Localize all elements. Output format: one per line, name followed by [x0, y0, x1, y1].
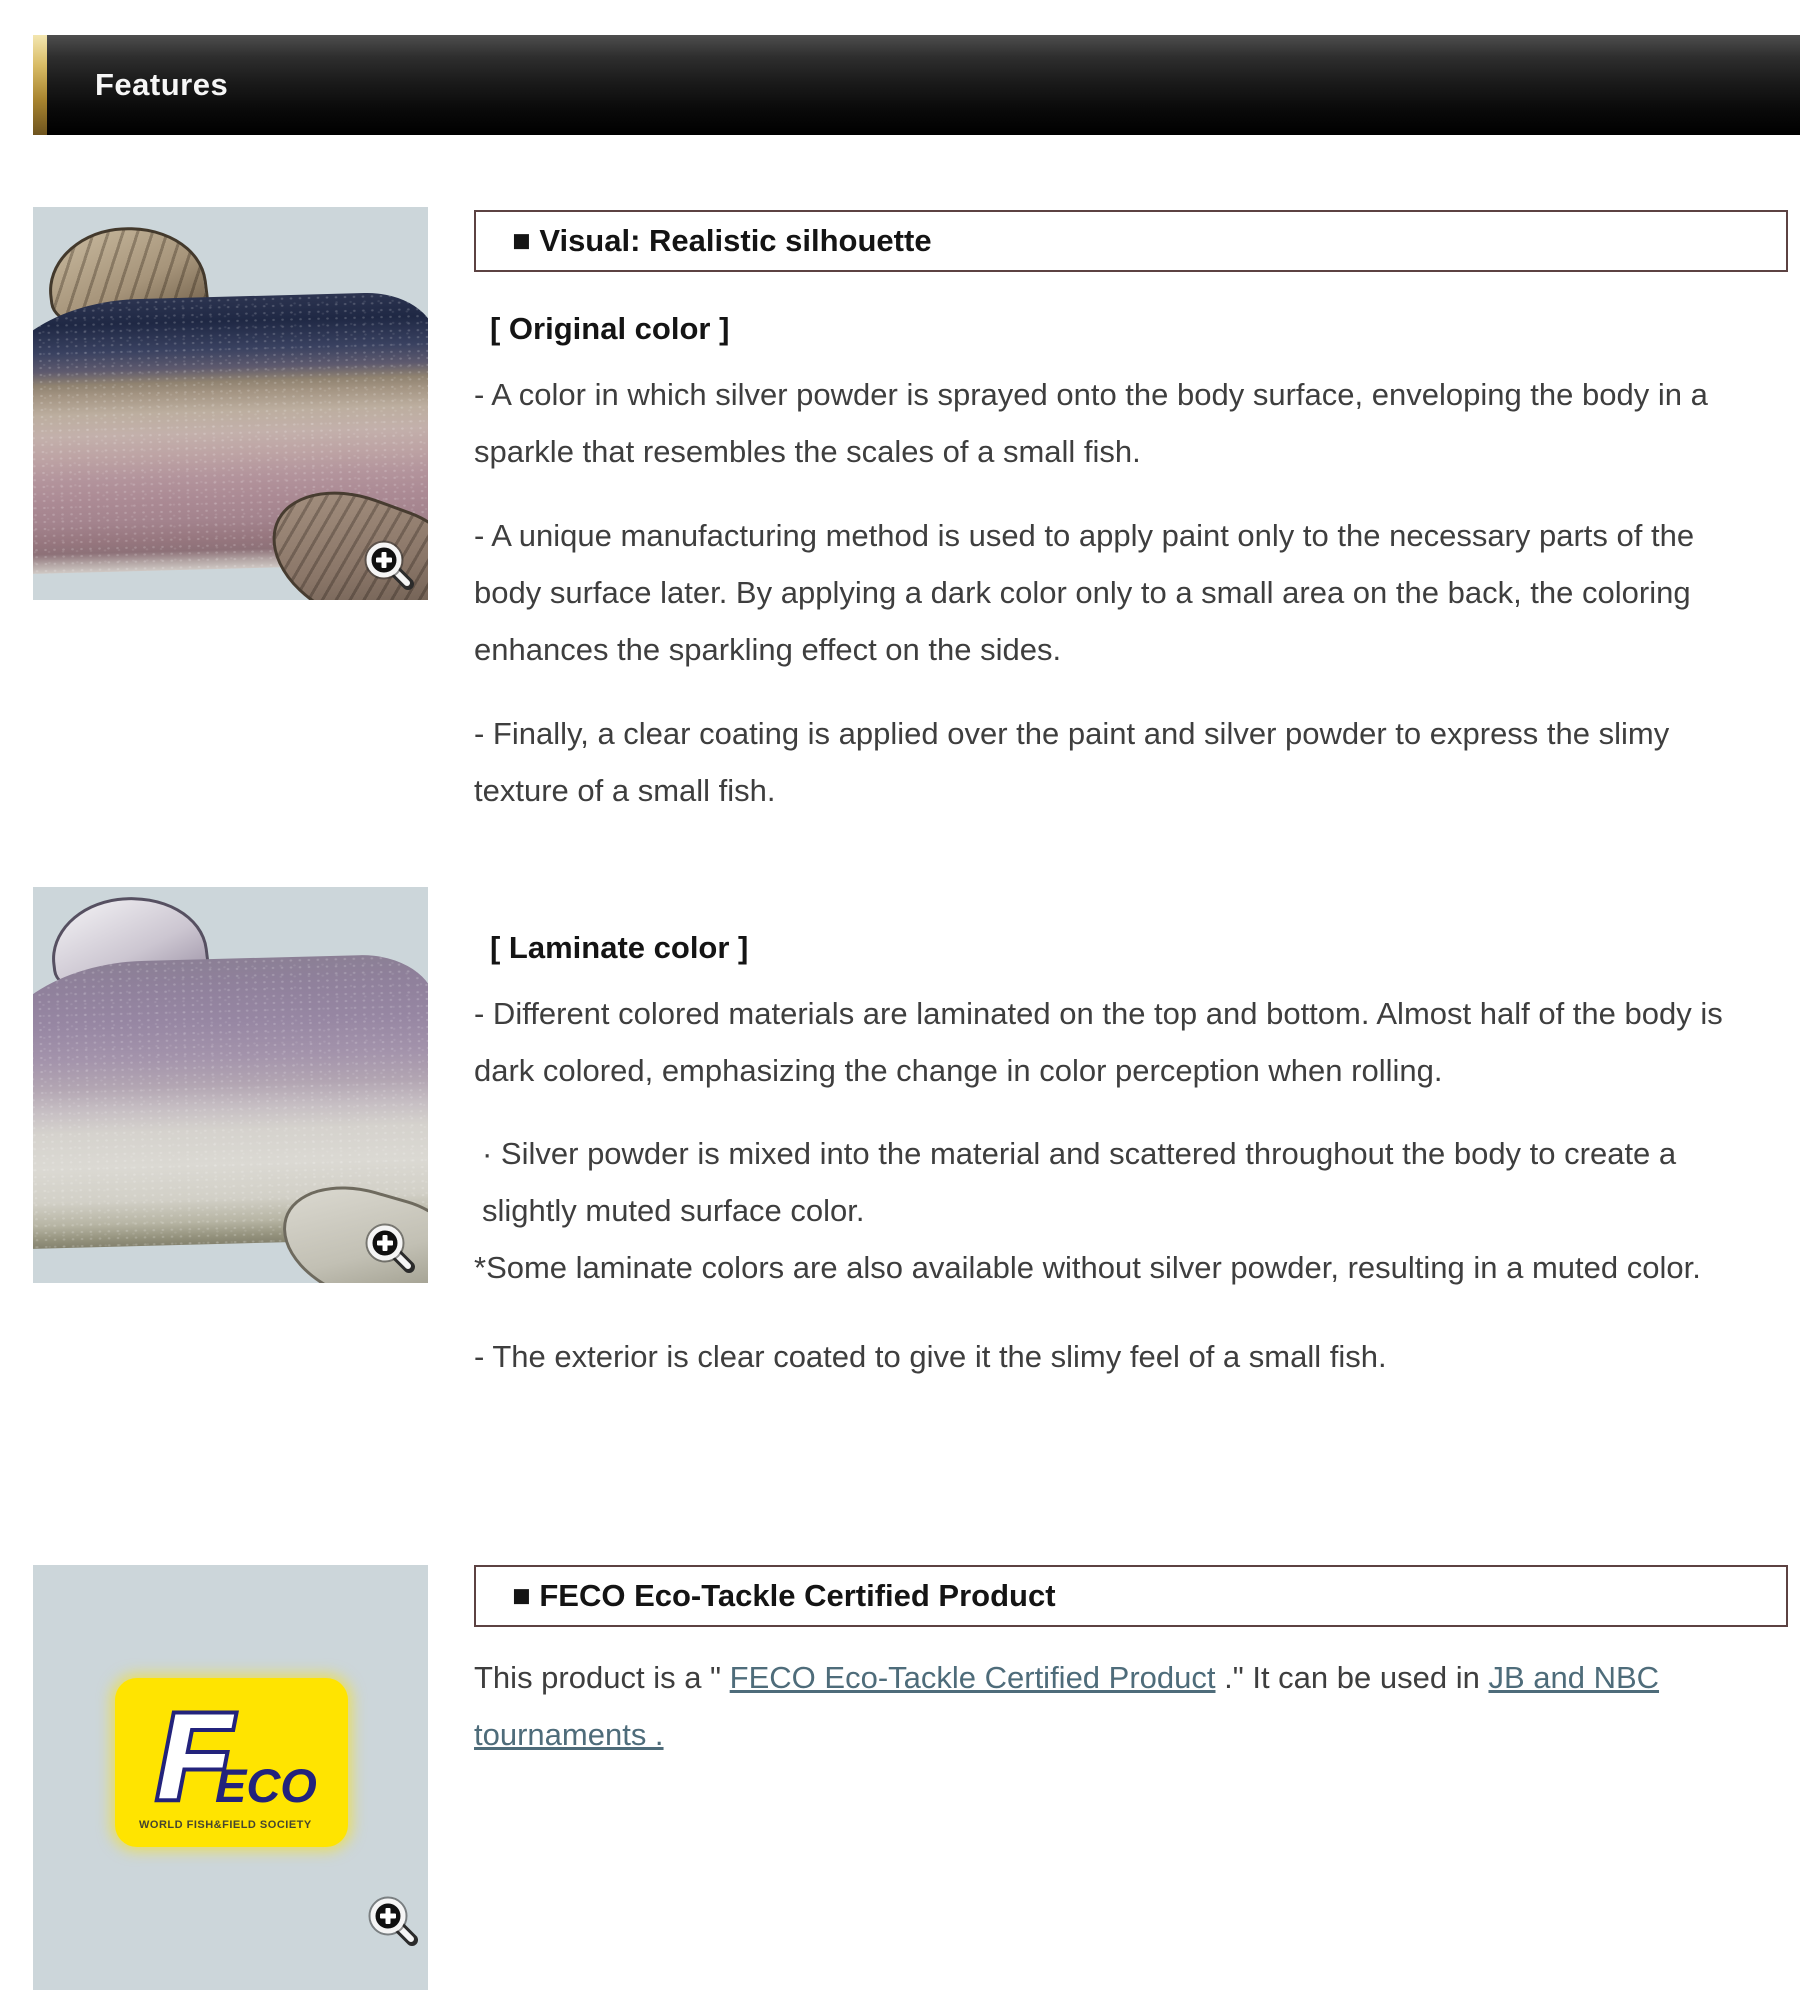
feco-logo [115, 1678, 348, 1847]
original-color-lure-image[interactable] [33, 207, 428, 600]
visual-section-heading-box [474, 210, 1788, 272]
feco-logo-eco: ECO [215, 1759, 317, 1812]
zoom-magnifier-icon[interactable] [364, 1222, 416, 1274]
feco-logo-subtext: WORLD FISH&FIELD SOCIETY [139, 1819, 312, 1831]
visual-section [474, 210, 1792, 819]
laminate-color-lure-image[interactable] [33, 887, 428, 1283]
feco-section-heading: ■ FECO Eco-Tackle Certified Product [512, 1578, 1056, 1613]
feco-certified-product-link[interactable]: FECO Eco-Tackle Certified Product [729, 1660, 1216, 1695]
feco-paragraph [474, 1649, 1749, 1763]
visual-section-heading: ■ Visual: Realistic silhouette [512, 223, 932, 258]
feco-text: ." It can be used in [1215, 1660, 1489, 1695]
feco-logo-image[interactable] [33, 1565, 428, 1990]
laminate-paragraph: - Different colored materials are laminated on the top and bottom. Almost half of the body is dark colored, emphasizing the change in color perception when rolling. [474, 996, 1723, 1088]
original-color-subheading: [ Original color ] [490, 311, 730, 346]
laminate-paragraph: - The exterior is clear coated to give it the slimy feel of a small fish. [474, 1339, 1387, 1374]
laminate-note-paragraph: *Some laminate colors are also available without silver powder, resulting in a muted color. [474, 1250, 1701, 1285]
original-color-paragraph: - A color in which silver powder is sprayed onto the body surface, enveloping the body in a sparkle that resembles the scales of a small fish. [474, 377, 1708, 469]
laminate-color-subheading: [ Laminate color ] [490, 930, 749, 965]
original-color-paragraph: - A unique manufacturing method is used to apply paint only to the necessary parts of the body surface later. By applying a dark color only to a small area on the back, the coloring enhances the sparkling effect on the sides. [474, 518, 1695, 667]
page-title: Features [95, 67, 229, 102]
laminate-section [474, 925, 1792, 1385]
original-color-paragraph: - Finally, a clear coating is applied over the paint and silver powder to express the slimy texture of a small fish. [474, 716, 1670, 808]
feco-logo-f: F [157, 1688, 232, 1824]
zoom-magnifier-icon[interactable] [367, 1895, 419, 1947]
feco-text: This product is a " [474, 1660, 730, 1695]
header-gold-accent [33, 35, 47, 135]
zoom-magnifier-icon[interactable] [363, 539, 415, 591]
jb-nbc-tournaments-link[interactable]: JB and NBC tournaments . [474, 1660, 1660, 1752]
feco-section-heading-box [474, 1565, 1788, 1627]
feco-section [474, 1565, 1792, 1763]
features-header-bar [33, 35, 1800, 135]
laminate-paragraph: · Silver powder is mixed into the material and scattered throughout the body to create a slightly muted surface color. [482, 1136, 1677, 1228]
